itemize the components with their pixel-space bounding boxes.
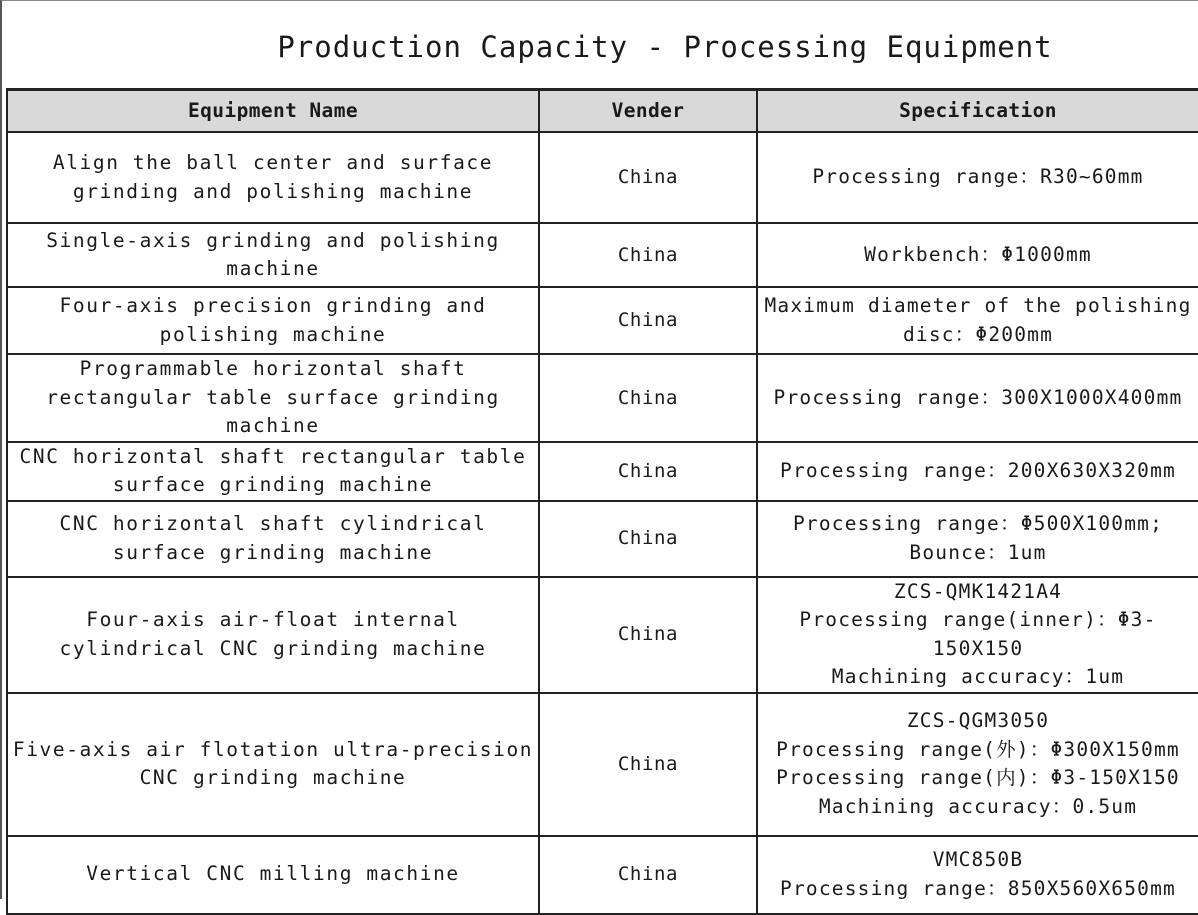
specification-line: Machining accuracy：1um [831,665,1125,688]
specification-line: Maximum diameter of the polishing disc：Φ200mm [764,294,1192,346]
column-header-vendor: Vender [539,90,757,133]
specification-line: Processing range(inner)：Φ3-150X150 [799,608,1157,660]
specification-line: Processing range(外)：Φ300X150mm [776,737,1180,761]
specification-line: VMC850B [932,848,1024,871]
equipment-name-cell: Four-axis air-float internal cylindrical CNC grinding machine [7,577,539,693]
specification-line: Processing range：200X630X320mm [780,458,1176,482]
specification-line: Processing range：850X560X650mm [780,876,1176,900]
table-row [7,501,1198,577]
header-row [7,90,1198,133]
specification-cell [757,442,1198,501]
specification-cell [757,223,1198,287]
specification-cell [757,501,1198,577]
specification-cell [757,354,1198,442]
table-row [7,132,1198,223]
table-row [7,287,1198,354]
equipment-name-cell: CNC horizontal shaft cylindrical surface grinding machine [7,501,539,577]
vendor-cell: China [539,132,757,223]
table-row [7,223,1198,287]
specification-cell [757,287,1198,354]
specification-cell [757,577,1198,693]
equipment-name-cell: Single-axis grinding and polishing machine [7,223,539,287]
equipment-name-cell: Four-axis precision grinding and polishing machine [7,287,539,354]
specification-line: Bounce：1um [909,540,1047,564]
table-row [7,693,1198,836]
page-title: Production Capacity - Processing Equipment [277,30,1053,64]
specification-line: Processing range(内)：Φ3-150X150 [776,766,1180,789]
specification-line: ZCS-QMK1421A4 [893,579,1063,603]
vendor-cell: China [539,442,757,501]
equipment-name-cell: Programmable horizontal shaft rectangular table surface grinding machine [7,354,539,442]
equipment-table [6,88,1198,915]
equipment-name-cell: CNC horizontal shaft rectangular table surface grinding machine [7,442,539,501]
specification-cell [757,693,1198,836]
table-row [7,836,1198,914]
specification-line: Processing range：R30~60mm [812,165,1144,189]
column-header-specification: Specification [757,90,1198,133]
specification-cell [757,836,1198,914]
specification-line: ZCS-QGM3050 [906,709,1050,732]
equipment-name-cell: Five-axis air flotation ultra-precision CNC grinding machine [7,693,539,836]
vendor-cell: China [539,693,757,836]
vendor-cell: China [539,836,757,914]
table-row [7,354,1198,442]
equipment-name-cell: Align the ball center and surface grinding and polishing machine [7,132,539,223]
vendor-cell: China [539,577,757,693]
specification-line: Processing range：Φ500X100mm; [792,512,1164,535]
table-row [7,442,1198,501]
vendor-cell: China [539,287,757,354]
specification-cell [757,132,1198,223]
vendor-cell: China [539,223,757,287]
vendor-cell: China [539,354,757,442]
equipment-name-cell: Vertical CNC milling machine [7,836,539,914]
vendor-cell: China [539,501,757,577]
table-row [7,577,1198,693]
specification-line: Machining accuracy：0.5um [818,794,1138,818]
column-header-equipment-name: Equipment Name [7,90,539,133]
specification-line: Processing range：300X1000X400mm [773,385,1183,409]
specification-line: Workbench：Φ1000mm [864,242,1092,266]
